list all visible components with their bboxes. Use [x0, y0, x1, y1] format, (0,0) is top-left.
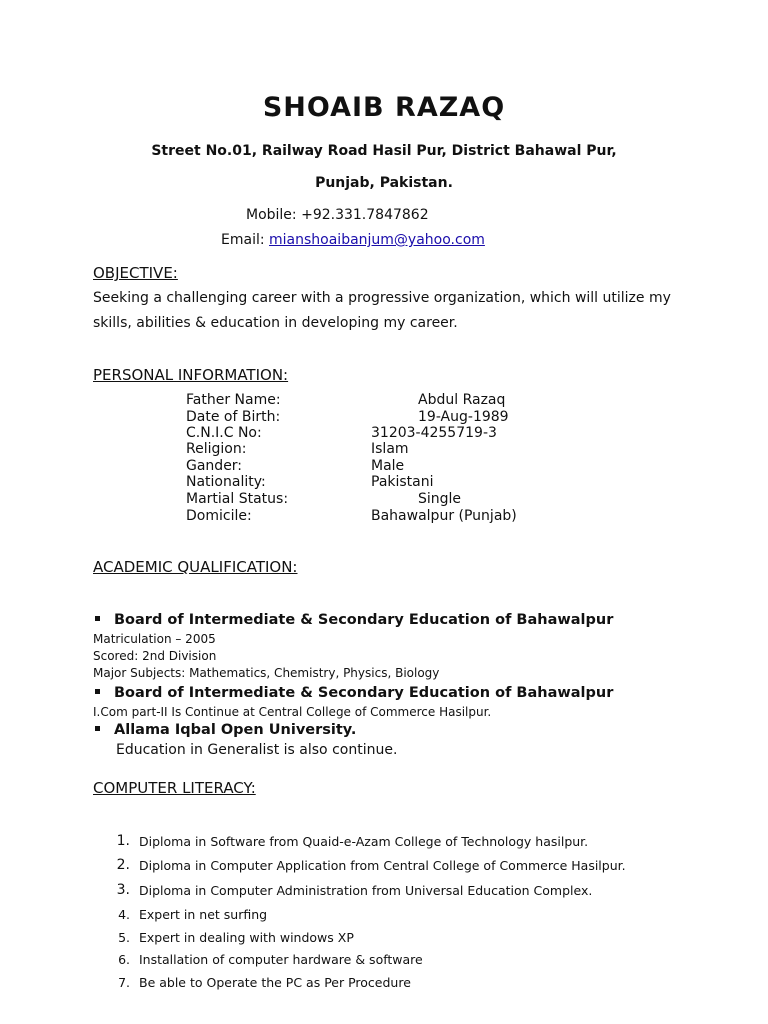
bullet-square-icon	[95, 616, 100, 621]
computer-literacy-heading: COMPUTER LITERACY:	[93, 779, 256, 797]
pi-value-gender: Male	[371, 458, 405, 474]
bullet-square-icon	[95, 689, 100, 694]
address-line-2: Punjab, Pakistan.	[315, 175, 453, 191]
aiou-detail: Education in Generalist is also continue.	[116, 742, 398, 758]
computer-item: Diploma in Computer Administration from Universal Education Complex.	[139, 883, 593, 898]
computer-item-number: 3.	[116, 882, 130, 898]
pi-value-domicile: Bahawalpur (Punjab)	[371, 508, 517, 524]
academic-item-board-1	[93, 612, 613, 628]
computer-item: Diploma in Computer Application from Central College of Commerce Hasilpur.	[139, 858, 626, 873]
objective-text: Seeking a challenging career with a progressive organization, which will utilize my skills, abilities & education in developing my career.	[93, 290, 671, 331]
pi-value-dob: 19-Aug-1989	[418, 409, 509, 425]
pi-value-cnic: 31203-4255719-3	[371, 425, 497, 441]
computer-item-number: 2.	[116, 857, 130, 873]
pi-label-gender: Gander:	[186, 458, 243, 474]
computer-item-number: 6.	[118, 952, 130, 967]
academic-item-board-2	[93, 685, 613, 701]
matric-line: Matriculation – 2005	[93, 632, 216, 646]
email-link[interactable]: mianshoaibanjum@yahoo.com	[269, 232, 485, 248]
pi-label-father: Father Name:	[186, 392, 281, 408]
pi-label-religion: Religion:	[186, 441, 247, 457]
pi-value-marital: Single	[418, 491, 462, 507]
computer-item-number: 4.	[118, 907, 130, 922]
pi-label-dob: Date of Birth:	[186, 409, 281, 425]
personal-info-heading: PERSONAL INFORMATION:	[93, 366, 289, 384]
board-1-label: Board of Intermediate & Secondary Education of Bahawalpur	[114, 612, 614, 628]
computer-item: Installation of computer hardware & software	[139, 952, 423, 967]
pi-label-nationality: Nationality:	[186, 474, 266, 490]
computer-item: Diploma in Software from Quaid-e-Azam College of Technology hasilpur.	[139, 834, 589, 849]
resume-name: SHOAIB RAZAQ	[262, 92, 506, 123]
pi-label-domicile: Domicile:	[186, 508, 252, 524]
bullet-square-icon	[95, 726, 100, 731]
academic-item-aiou	[93, 722, 356, 738]
computer-item-number: 7.	[118, 975, 130, 990]
aiou-label: Allama Iqbal Open University.	[114, 722, 357, 738]
computer-item: Expert in dealing with windows XP	[139, 930, 354, 945]
address-line-1: Street No.01, Railway Road Hasil Pur, District Bahawal Pur,	[151, 143, 617, 159]
pi-value-nationality: Pakistani	[371, 474, 434, 490]
email-line	[221, 232, 485, 248]
icom-line: I.Com part-II Is Continue at Central College of Commerce Hasilpur.	[93, 705, 492, 719]
academic-heading: ACADEMIC QUALIFICATION:	[93, 558, 298, 576]
pi-value-religion: Islam	[371, 441, 409, 457]
subjects-line: Major Subjects: Mathematics, Chemistry, Physics, Biology	[93, 666, 440, 680]
computer-item: Be able to Operate the PC as Per Procedure	[139, 975, 411, 990]
email-label: Email:	[221, 232, 270, 248]
pi-value-father: Abdul Razaq	[418, 392, 506, 408]
pi-label-marital: Martial Status:	[186, 491, 289, 507]
computer-item-number: 5.	[118, 930, 130, 945]
objective-heading: OBJECTIVE:	[93, 264, 178, 282]
scored-line: Scored: 2nd Division	[93, 649, 217, 663]
mobile-number: Mobile: +92.331.7847862	[246, 207, 429, 223]
computer-item-number: 1.	[116, 833, 130, 849]
pi-label-cnic: C.N.I.C No:	[186, 425, 262, 441]
board-2-label: Board of Intermediate & Secondary Education of Bahawalpur	[114, 685, 614, 701]
computer-item: Expert in net surfing	[139, 907, 268, 922]
